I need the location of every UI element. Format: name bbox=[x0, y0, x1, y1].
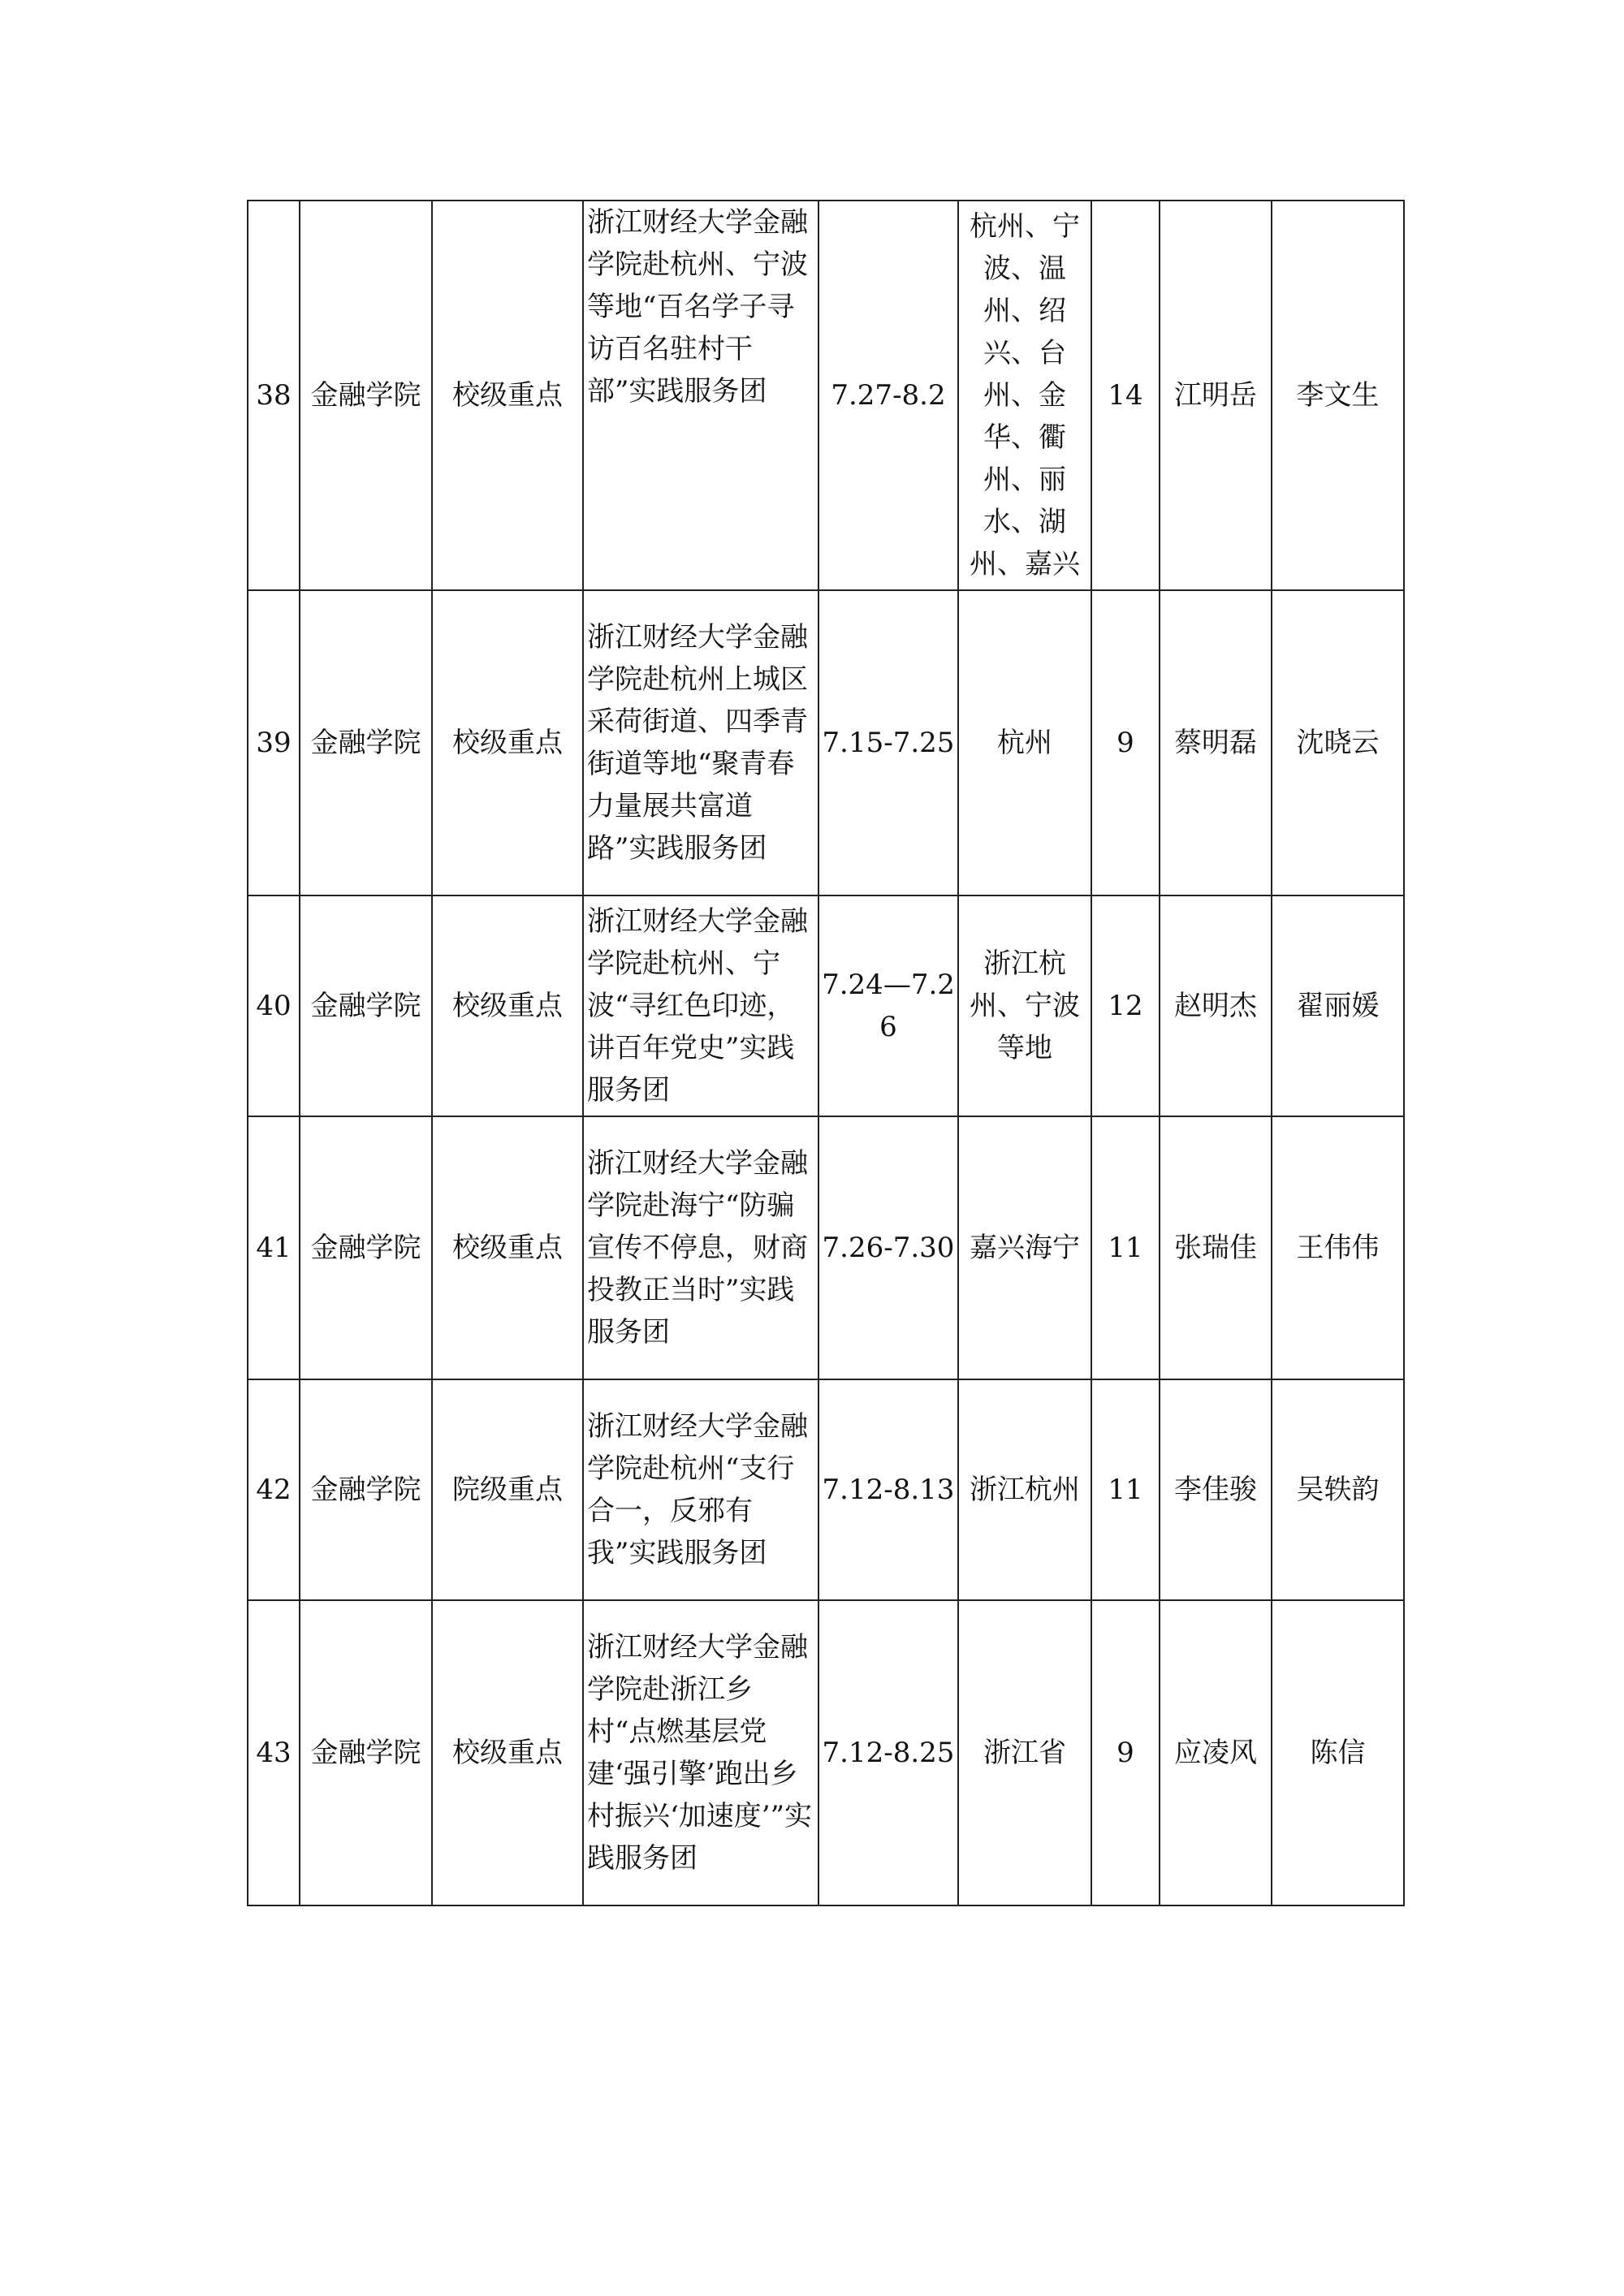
teacher-cell: 陈信 bbox=[1272, 1600, 1404, 1905]
people-count-cell: 11 bbox=[1091, 1116, 1160, 1379]
table-row bbox=[248, 1600, 1404, 1905]
college-cell: 金融学院 bbox=[300, 896, 432, 1116]
leader-cell: 李佳骏 bbox=[1160, 1379, 1272, 1600]
college-cell: 金融学院 bbox=[300, 1379, 432, 1600]
table-row bbox=[248, 590, 1404, 896]
level-cell: 校级重点 bbox=[432, 590, 583, 896]
level-cell: 校级重点 bbox=[432, 896, 583, 1116]
place-cell: 嘉兴海宁 bbox=[958, 1116, 1091, 1379]
date-cell: 7.26-7.30 bbox=[818, 1116, 958, 1379]
college-cell: 金融学院 bbox=[300, 1116, 432, 1379]
teacher-cell: 沈晓云 bbox=[1272, 590, 1404, 896]
college-cell: 金融学院 bbox=[300, 201, 432, 590]
row-number: 42 bbox=[248, 1379, 300, 1600]
team-name-cell: 浙江财经大学金融学院赴浙江乡村“点燃基层党建‘强引擎’跑出乡村振兴‘加速度’”实践服务团 bbox=[583, 1600, 818, 1905]
place-cell: 杭州 bbox=[958, 590, 1091, 896]
date-cell: 7.24—7.26 bbox=[818, 896, 958, 1116]
team-name-cell: 浙江财经大学金融学院赴杭州上城区采荷街道、四季青街道等地“聚青春力量展共富道路”实践服务团 bbox=[583, 590, 818, 896]
leader-cell: 赵明杰 bbox=[1160, 896, 1272, 1116]
leader-cell: 张瑞佳 bbox=[1160, 1116, 1272, 1379]
row-number: 39 bbox=[248, 590, 300, 896]
leader-cell: 蔡明磊 bbox=[1160, 590, 1272, 896]
college-cell: 金融学院 bbox=[300, 1600, 432, 1905]
date-cell: 7.15-7.25 bbox=[818, 590, 958, 896]
table-row bbox=[248, 896, 1404, 1116]
date-cell: 7.12-8.13 bbox=[818, 1379, 958, 1600]
date-cell: 7.27-8.2 bbox=[818, 201, 958, 590]
row-number: 40 bbox=[248, 896, 300, 1116]
teacher-cell: 翟丽媛 bbox=[1272, 896, 1404, 1116]
row-number: 41 bbox=[248, 1116, 300, 1379]
table-row bbox=[248, 1116, 1404, 1379]
level-cell: 校级重点 bbox=[432, 1600, 583, 1905]
teacher-cell: 王伟伟 bbox=[1272, 1116, 1404, 1379]
people-count-cell: 14 bbox=[1091, 201, 1160, 590]
team-name-cell: 浙江财经大学金融学院赴海宁“防骗宣传不停息，财商投教正当时”实践服务团 bbox=[583, 1116, 818, 1379]
place-cell: 杭州、宁波、温州、绍兴、台州、金华、衢州、丽水、湖州、嘉兴 bbox=[958, 201, 1091, 590]
row-number: 38 bbox=[248, 201, 300, 590]
level-cell: 院级重点 bbox=[432, 1379, 583, 1600]
people-count-cell: 12 bbox=[1091, 896, 1160, 1116]
place-cell: 浙江省 bbox=[958, 1600, 1091, 1905]
college-cell: 金融学院 bbox=[300, 590, 432, 896]
practice-team-table bbox=[247, 200, 1405, 1906]
level-cell: 校级重点 bbox=[432, 201, 583, 590]
table-row bbox=[248, 1379, 1404, 1600]
team-name-cell: 浙江财经大学金融学院赴杭州、宁波等地“百名学子寻访百名驻村干部”实践服务团 bbox=[583, 201, 818, 590]
teacher-cell: 吴轶韵 bbox=[1272, 1379, 1404, 1600]
row-number: 43 bbox=[248, 1600, 300, 1905]
people-count-cell: 9 bbox=[1091, 590, 1160, 896]
table-body bbox=[248, 201, 1404, 1905]
teacher-cell: 李文生 bbox=[1272, 201, 1404, 590]
people-count-cell: 11 bbox=[1091, 1379, 1160, 1600]
level-cell: 校级重点 bbox=[432, 1116, 583, 1379]
team-name-cell: 浙江财经大学金融学院赴杭州、宁波“寻红色印迹，讲百年党史”实践服务团 bbox=[583, 896, 818, 1116]
date-cell: 7.12-8.25 bbox=[818, 1600, 958, 1905]
leader-cell: 应凌风 bbox=[1160, 1600, 1272, 1905]
table-row bbox=[248, 201, 1404, 590]
team-name-cell: 浙江财经大学金融学院赴杭州“支行合一，反邪有我”实践服务团 bbox=[583, 1379, 818, 1600]
place-cell: 浙江杭州 bbox=[958, 1379, 1091, 1600]
leader-cell: 江明岳 bbox=[1160, 201, 1272, 590]
place-cell: 浙江杭州、宁波等地 bbox=[958, 896, 1091, 1116]
people-count-cell: 9 bbox=[1091, 1600, 1160, 1905]
